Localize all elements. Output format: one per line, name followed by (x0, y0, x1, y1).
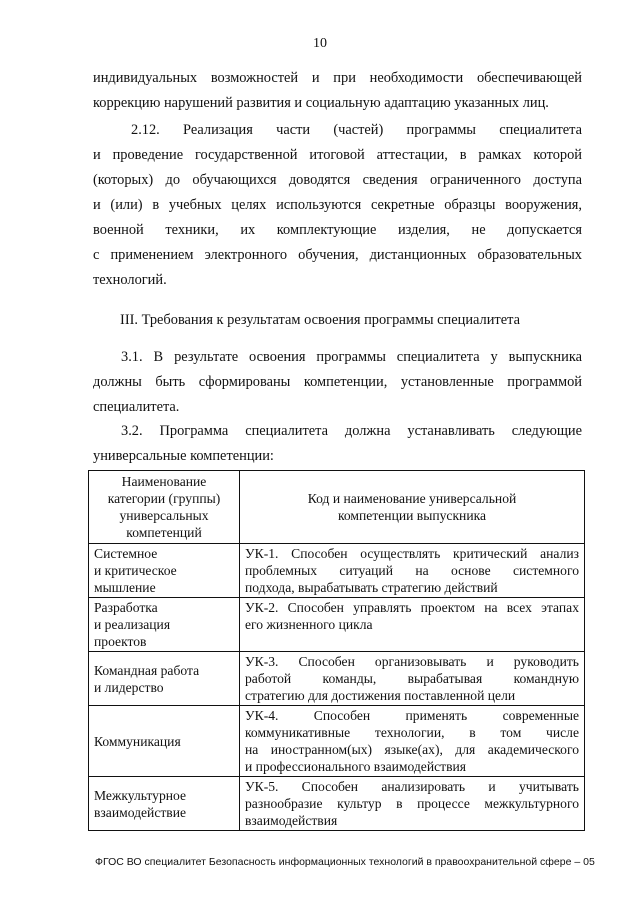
header-line: Наименование (121, 474, 207, 489)
document-footer: ФГОС ВО специалитет Безопасность информационных технологий в правоохранительной сфере – 05 (95, 856, 595, 868)
category-cell (89, 544, 240, 598)
cell-line: разнообразие культур в процессе межкультурного (245, 796, 579, 811)
competence-cell (240, 652, 585, 706)
header-line: компетенции выпускника (337, 508, 487, 523)
cell-line: УК-1. Способен осуществлять критический анализ (245, 546, 579, 561)
text-line: должны быть сформированы компетенции, установленные программой (93, 374, 582, 390)
text-line: (которых) до обучающихся доводятся сведения ограниченного доступа (93, 172, 582, 188)
cell-line: Системное (94, 546, 158, 561)
cell-line: Разработка (94, 600, 158, 615)
category-cell (89, 777, 240, 831)
cell-line: УК-5. Способен анализировать и учитывать (245, 779, 579, 794)
text-line: индивидуальных возможностей и при необходимости обеспечивающей (93, 70, 582, 86)
cell-line: на иностранном(ых) языке(ах), для академического (245, 742, 579, 757)
cell-line: его жизненного цикла (245, 617, 373, 632)
text-line: с применением электронного обучения, дистанционных образовательных (93, 247, 582, 263)
cell-line: УК-4. Способен применять современные (245, 708, 579, 723)
header-line: категории (группы) (107, 491, 221, 506)
header-line: универсальных (119, 508, 209, 523)
text-line: коррекцию нарушений развития и социальную адаптацию указанных лиц. (93, 95, 549, 111)
table-row (89, 598, 585, 652)
cell-line: Межкультурное (94, 787, 187, 803)
competence-cell (240, 777, 585, 831)
category-cell (89, 652, 240, 706)
text-line: 3.2. Программа специалитета должна устанавливать следующие (121, 423, 582, 439)
cell-line: коммуникативные технологии, в том числе (245, 725, 579, 740)
cell-line: и критическое (94, 563, 177, 578)
competence-cell (240, 544, 585, 598)
text-line: универсальные компетенции: (93, 448, 274, 464)
paragraph-3-2 (93, 419, 582, 469)
paragraph-continuation (93, 66, 582, 116)
text-line: и проведение государственной итоговой аттестации, в рамках которой (93, 147, 582, 163)
cell-line: и лидерство (94, 679, 164, 695)
cell-line: Коммуникация (94, 733, 181, 749)
cell-line: и реализация (94, 617, 171, 632)
text-line: военной техники, их комплектующие изделия, не допускается (93, 222, 582, 238)
cell-line: стратегию для достижения поставленной цели (245, 688, 516, 703)
cell-line: мышление (94, 580, 156, 595)
cell-line: работой команды, вырабатывая командную (245, 671, 579, 686)
category-cell (89, 598, 240, 652)
text-line: технологий. (93, 272, 167, 288)
header-category-cell (89, 471, 240, 544)
header-code-cell (240, 471, 585, 544)
text-line: и (или) в учебных целях используются секретные образцы вооружения, (93, 197, 582, 213)
text-line: 3.1. В результате освоения программы специалитета у выпускника (121, 349, 582, 365)
table-header-row (89, 471, 585, 544)
cell-line: взаимодействие (94, 804, 187, 820)
cell-line: проблемных ситуаций на основе системного (245, 563, 579, 578)
cell-line: Командная работа (94, 662, 200, 678)
table-row (89, 777, 585, 831)
header-line: Код и наименование универсальной (307, 491, 517, 506)
text-line: специалитета. (93, 399, 180, 415)
paragraph-2-12 (93, 118, 582, 293)
cell-line: взаимодействия (245, 813, 338, 828)
cell-line: УК-2. Способен управлять проектом на всех этапах (245, 600, 579, 615)
competencies-table (88, 470, 585, 831)
table-row (89, 706, 585, 777)
table-row (89, 544, 585, 598)
paragraph-3-1 (93, 345, 582, 420)
cell-line: и профессионального взаимодействия (245, 759, 467, 774)
page-number: 10 (313, 36, 327, 51)
competence-cell (240, 706, 585, 777)
text-line: 2.12. Реализация части (частей) программы специалитета (131, 122, 582, 138)
table-row (89, 652, 585, 706)
cell-line: подхода, вырабатывать стратегию действий (245, 580, 498, 595)
category-cell (89, 706, 240, 777)
section-heading: III. Требования к результатам освоения программы специалитета (120, 312, 520, 328)
cell-line: УК-3. Способен организовывать и руководить (245, 654, 579, 669)
competence-cell (240, 598, 585, 652)
header-line: компетенций (126, 525, 202, 540)
cell-line: проектов (94, 634, 147, 649)
